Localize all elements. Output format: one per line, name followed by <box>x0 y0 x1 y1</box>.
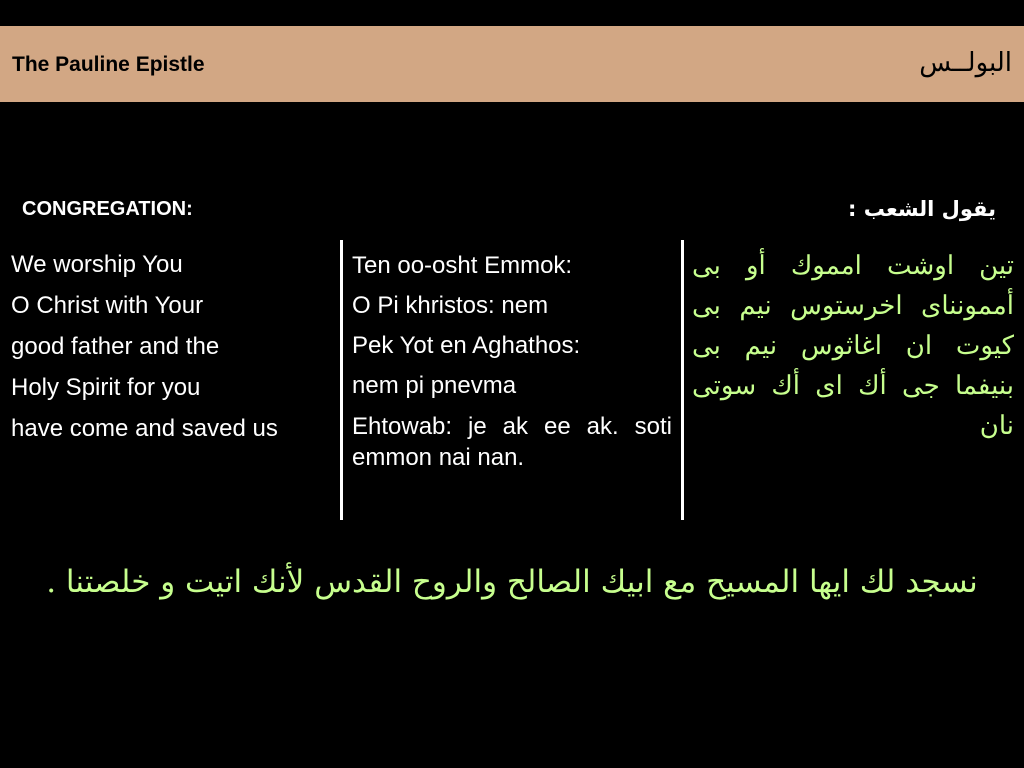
header-bar <box>0 26 1024 102</box>
coptic-line: nem pi pnevma <box>352 372 517 399</box>
speaker-label-english: CONGREGATION: <box>22 198 193 220</box>
english-line: Holy Spirit for you <box>11 374 201 401</box>
speaker-label-arabic: يقول الشعب : <box>848 197 996 221</box>
coptic-line: Ten oo-osht Emmok: <box>352 252 573 279</box>
column-divider-left <box>340 240 343 520</box>
arabic-transliteration-column: تين اوشت امموك أو بى أممونناى اخرستوس نيم بى كيوت ان اغاثوس نيم بى بنيفما جى أك اى أك سوتى نان <box>692 251 1014 441</box>
english-line: O Christ with Your <box>11 292 204 319</box>
page-title-arabic: البولــس <box>919 48 1012 78</box>
column-divider-right <box>681 240 684 520</box>
coptic-column <box>352 246 672 473</box>
english-line: We worship You <box>11 251 183 278</box>
english-column <box>11 244 337 449</box>
coptic-line: Pek Yot en Aghathos: <box>352 332 581 359</box>
page-title-english: The Pauline Epistle <box>12 53 205 76</box>
english-line: good father and the <box>11 333 220 360</box>
coptic-line: Ehtowab: je ak ee ak. soti emmon nai nan. <box>352 413 672 471</box>
arabic-translation: نسجد لك ايها المسيح مع ابيك الصالح والروح القدس لأنك اتيت و خلصتنا . <box>46 564 978 600</box>
coptic-line: O Pi khristos: nem <box>352 292 549 319</box>
english-line: have come and saved us <box>11 415 278 442</box>
